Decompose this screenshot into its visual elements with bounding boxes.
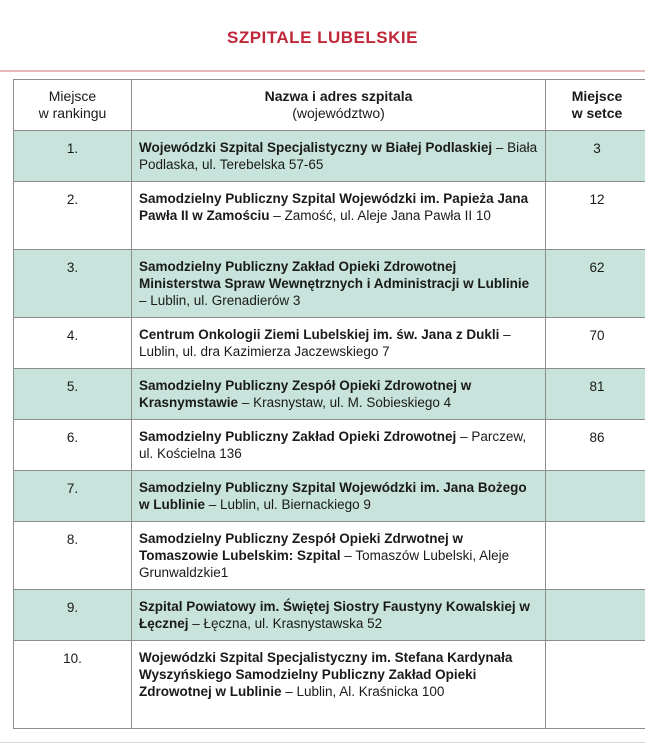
hospital-address: – Lublin, ul. Grenadierów 3 — [139, 293, 301, 308]
hospital-cell — [132, 369, 546, 420]
place-cell — [546, 471, 645, 522]
rank-cell: 10. — [14, 641, 132, 729]
hospital-name: Samodzielny Publiczny Szpital Wojewódzki im. Jana Bożego w Lublinie — [139, 480, 527, 512]
table-row — [14, 318, 645, 369]
place-cell: 62 — [546, 250, 645, 318]
table-row — [14, 471, 645, 522]
place-cell: 70 — [546, 318, 645, 369]
place-cell: 86 — [546, 420, 645, 471]
hospital-name: Samodzielny Publiczny Szpital Wojewódzki im. Papieża Jana Pawła II w Zamościu — [139, 191, 529, 223]
rank-cell: 1. — [14, 131, 132, 182]
hospital-cell — [132, 318, 546, 369]
hospital-address: – Krasnystaw, ul. M. Sobieskiego 4 — [238, 395, 452, 410]
hospital-address: – Lublin, ul. dra Kazimierza Jaczewskiego 7 — [139, 327, 511, 359]
top-divider — [0, 70, 645, 72]
hospital-name: Centrum Onkologii Ziemi Lubelskiej im. św. Jana z Dukli — [139, 327, 500, 342]
place-cell — [546, 590, 645, 641]
place-cell: 12 — [546, 182, 645, 250]
hospital-address: – Łęczna, ul. Krasnystawska 52 — [188, 616, 383, 631]
hospital-name: Samodzielny Publiczny Zakład Opieki Zdrowotnej — [139, 429, 457, 444]
place-header-line2: w setce — [571, 105, 623, 121]
hospital-name: Samodzielny Publiczny Zespół Opieki Zdrowotnej w Krasnymstawie — [139, 378, 472, 410]
place-cell: 3 — [546, 131, 645, 182]
hospital-address: – Parczew, ul. Kościelna 136 — [139, 429, 527, 461]
hospital-address: – Lublin, ul. Biernackiego 9 — [205, 497, 371, 512]
rank-header-line2: w rankingu — [38, 105, 107, 121]
place-column-header — [546, 80, 645, 131]
table-row — [14, 369, 645, 420]
table-header-row — [14, 80, 645, 131]
bottom-divider — [0, 742, 645, 743]
hospital-address: – Tomaszów Lubelski, Aleje Grunwaldzkie1 — [139, 548, 510, 580]
rank-cell: 9. — [14, 590, 132, 641]
table-row — [14, 250, 645, 318]
page-title: SZPITALE LUBELSKIE — [227, 28, 418, 47]
hospital-name: Szpital Powiatowy im. Świętej Siostry Faustyny Kowalskiej w Łęcznej — [139, 599, 530, 631]
hospital-name: Wojewódzki Szpital Specjalistyczny im. Stefana Kardynała Wyszyńskiego Samodzielny Publiczny Zakład Opieki Zdrowotnej w Lublinie — [139, 650, 513, 699]
rank-cell: 4. — [14, 318, 132, 369]
place-cell — [546, 522, 645, 590]
table-row — [14, 131, 645, 182]
hospital-cell — [132, 590, 546, 641]
rank-header-line1: Miejsce — [48, 88, 97, 104]
rank-cell: 8. — [14, 522, 132, 590]
table-row — [14, 522, 645, 590]
table-row — [14, 590, 645, 641]
hospital-name: Wojewódzki Szpital Specjalistyczny w Białej Podlaskiej — [139, 140, 493, 155]
hospital-cell — [132, 250, 546, 318]
hospital-cell — [132, 471, 546, 522]
rank-cell: 5. — [14, 369, 132, 420]
name-header-sub: (województwo) — [292, 105, 385, 121]
table-row — [14, 641, 645, 729]
name-header-main: Nazwa i adres szpitala — [264, 88, 413, 104]
rank-cell: 2. — [14, 182, 132, 250]
table-row — [14, 182, 645, 250]
hospital-cell — [132, 522, 546, 590]
hospital-name: Samodzielny Publiczny Zespół Opieki Zdrwotnej w Tomaszowie Lubelskim: Szpital — [139, 531, 464, 563]
hospital-ranking-table — [13, 79, 645, 729]
hospital-cell — [132, 420, 546, 471]
rank-cell: 3. — [14, 250, 132, 318]
rank-cell: 6. — [14, 420, 132, 471]
table-row — [14, 420, 645, 471]
place-cell — [546, 641, 645, 729]
hospital-cell — [132, 182, 546, 250]
hospital-address: – Lublin, Al. Kraśnicka 100 — [281, 684, 445, 699]
place-cell: 81 — [546, 369, 645, 420]
hospital-address: – Biała Podlaska, ul. Terebelska 57-65 — [139, 140, 538, 172]
hospital-cell — [132, 641, 546, 729]
rank-column-header — [14, 80, 132, 131]
name-column-header — [132, 80, 546, 131]
hospital-cell — [132, 131, 546, 182]
hospital-name: Samodzielny Publiczny Zakład Opieki Zdrowotnej Ministerstwa Spraw Wewnętrznych i Administracji w Lublinie — [139, 259, 530, 291]
hospital-address: – Zamość, ul. Aleje Jana Pawła II 10 — [269, 208, 491, 223]
place-header-line1: Miejsce — [571, 88, 623, 104]
rank-cell: 7. — [14, 471, 132, 522]
